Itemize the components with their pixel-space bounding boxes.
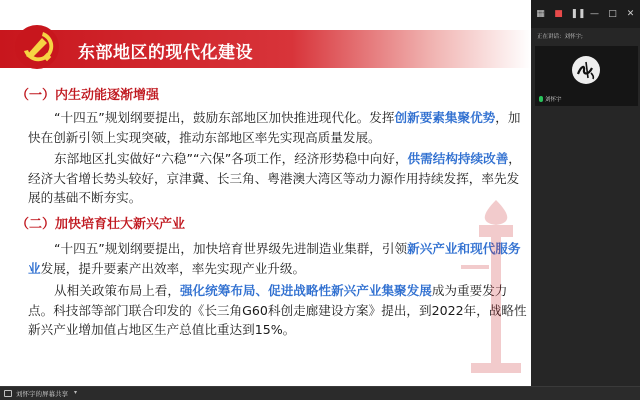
section-1-heading: （一）内生动能逐渐增强 [16, 88, 160, 103]
mic-icon [539, 96, 543, 102]
text-run: 东部地区扎实做好“六稳”“六保”各项工作，经济形势稳中向好， [54, 151, 408, 166]
text-run: 从相关政策布局上看， [54, 283, 180, 298]
text-run: 发展，提升要素产出效率，率先实现产业升级。 [40, 260, 306, 276]
text-run: “十四五”规划纲要提出，加快培育世界级先进制造业集群，引领 [54, 241, 408, 256]
section-1-paragraph-1 [28, 108, 528, 147]
stop-icon[interactable]: ■ [554, 9, 563, 19]
highlighted-phrase: 供需结构持续改善 [407, 151, 509, 166]
text-run: ，加快在创新引领上实现突破，推动东部地区率先实现高质量发展。 [28, 110, 521, 145]
participant-panel [531, 0, 640, 386]
section-2-paragraph-2 [28, 281, 528, 340]
monument-watermark-icon [461, 195, 531, 375]
screen-share-label[interactable]: 刘怀宇的屏幕共享 [16, 390, 68, 398]
grid-view-icon[interactable]: ▦ [536, 9, 545, 19]
highlighted-phrase: 创新要素集聚优势 [394, 110, 496, 125]
participant-name: 刘怀宇 [545, 97, 562, 103]
section-2-paragraph-1 [28, 239, 528, 278]
participant-name-label [539, 95, 562, 103]
maximize-icon[interactable]: □ [608, 9, 617, 19]
highlighted-phrase: 新兴产业和现代服务业 [28, 241, 521, 276]
window-toolbar [531, 0, 640, 28]
status-bar [0, 386, 640, 400]
highlighted-phrase: 强化统筹布局、促进战略性新兴产业集聚发展 [179, 283, 432, 298]
text-run: “十四五”规划纲要提出，鼓励东部地区加快推进现代化。发挥 [54, 110, 395, 125]
slide-title: 东部地区的现代化建设 [78, 43, 253, 63]
party-emblem-icon [14, 24, 60, 70]
section-2-heading: （二）加快培育壮大新兴产业 [16, 217, 186, 232]
slide-header [0, 30, 531, 68]
participant-video-tile[interactable] [535, 46, 638, 106]
minimize-icon[interactable]: — [590, 9, 599, 19]
speaking-indicator: 正在讲话：刘怀宇; [537, 34, 583, 40]
close-icon[interactable]: ✕ [626, 9, 635, 19]
text-run: ，经济大省增长势头较好，京津冀、长三角、粤港澳大湾区等动力源作用持续发挥，率先发展的基础不断夯实。 [28, 151, 521, 205]
dropdown-icon[interactable]: ▾ [74, 389, 78, 396]
avatar [572, 56, 600, 84]
avatar-calligraphy-icon [572, 56, 600, 84]
screen-share-icon [4, 390, 12, 397]
text-run: 成为重要发力点。科技部等部门联合印发的《长三角G60科创走廊建设方案》提出，到2022年，战略性新兴产业增加值占地区生产总值比重达到15%。 [28, 283, 527, 337]
pause-icon[interactable]: ❚❚ [570, 9, 586, 19]
section-1-paragraph-2 [28, 149, 528, 208]
